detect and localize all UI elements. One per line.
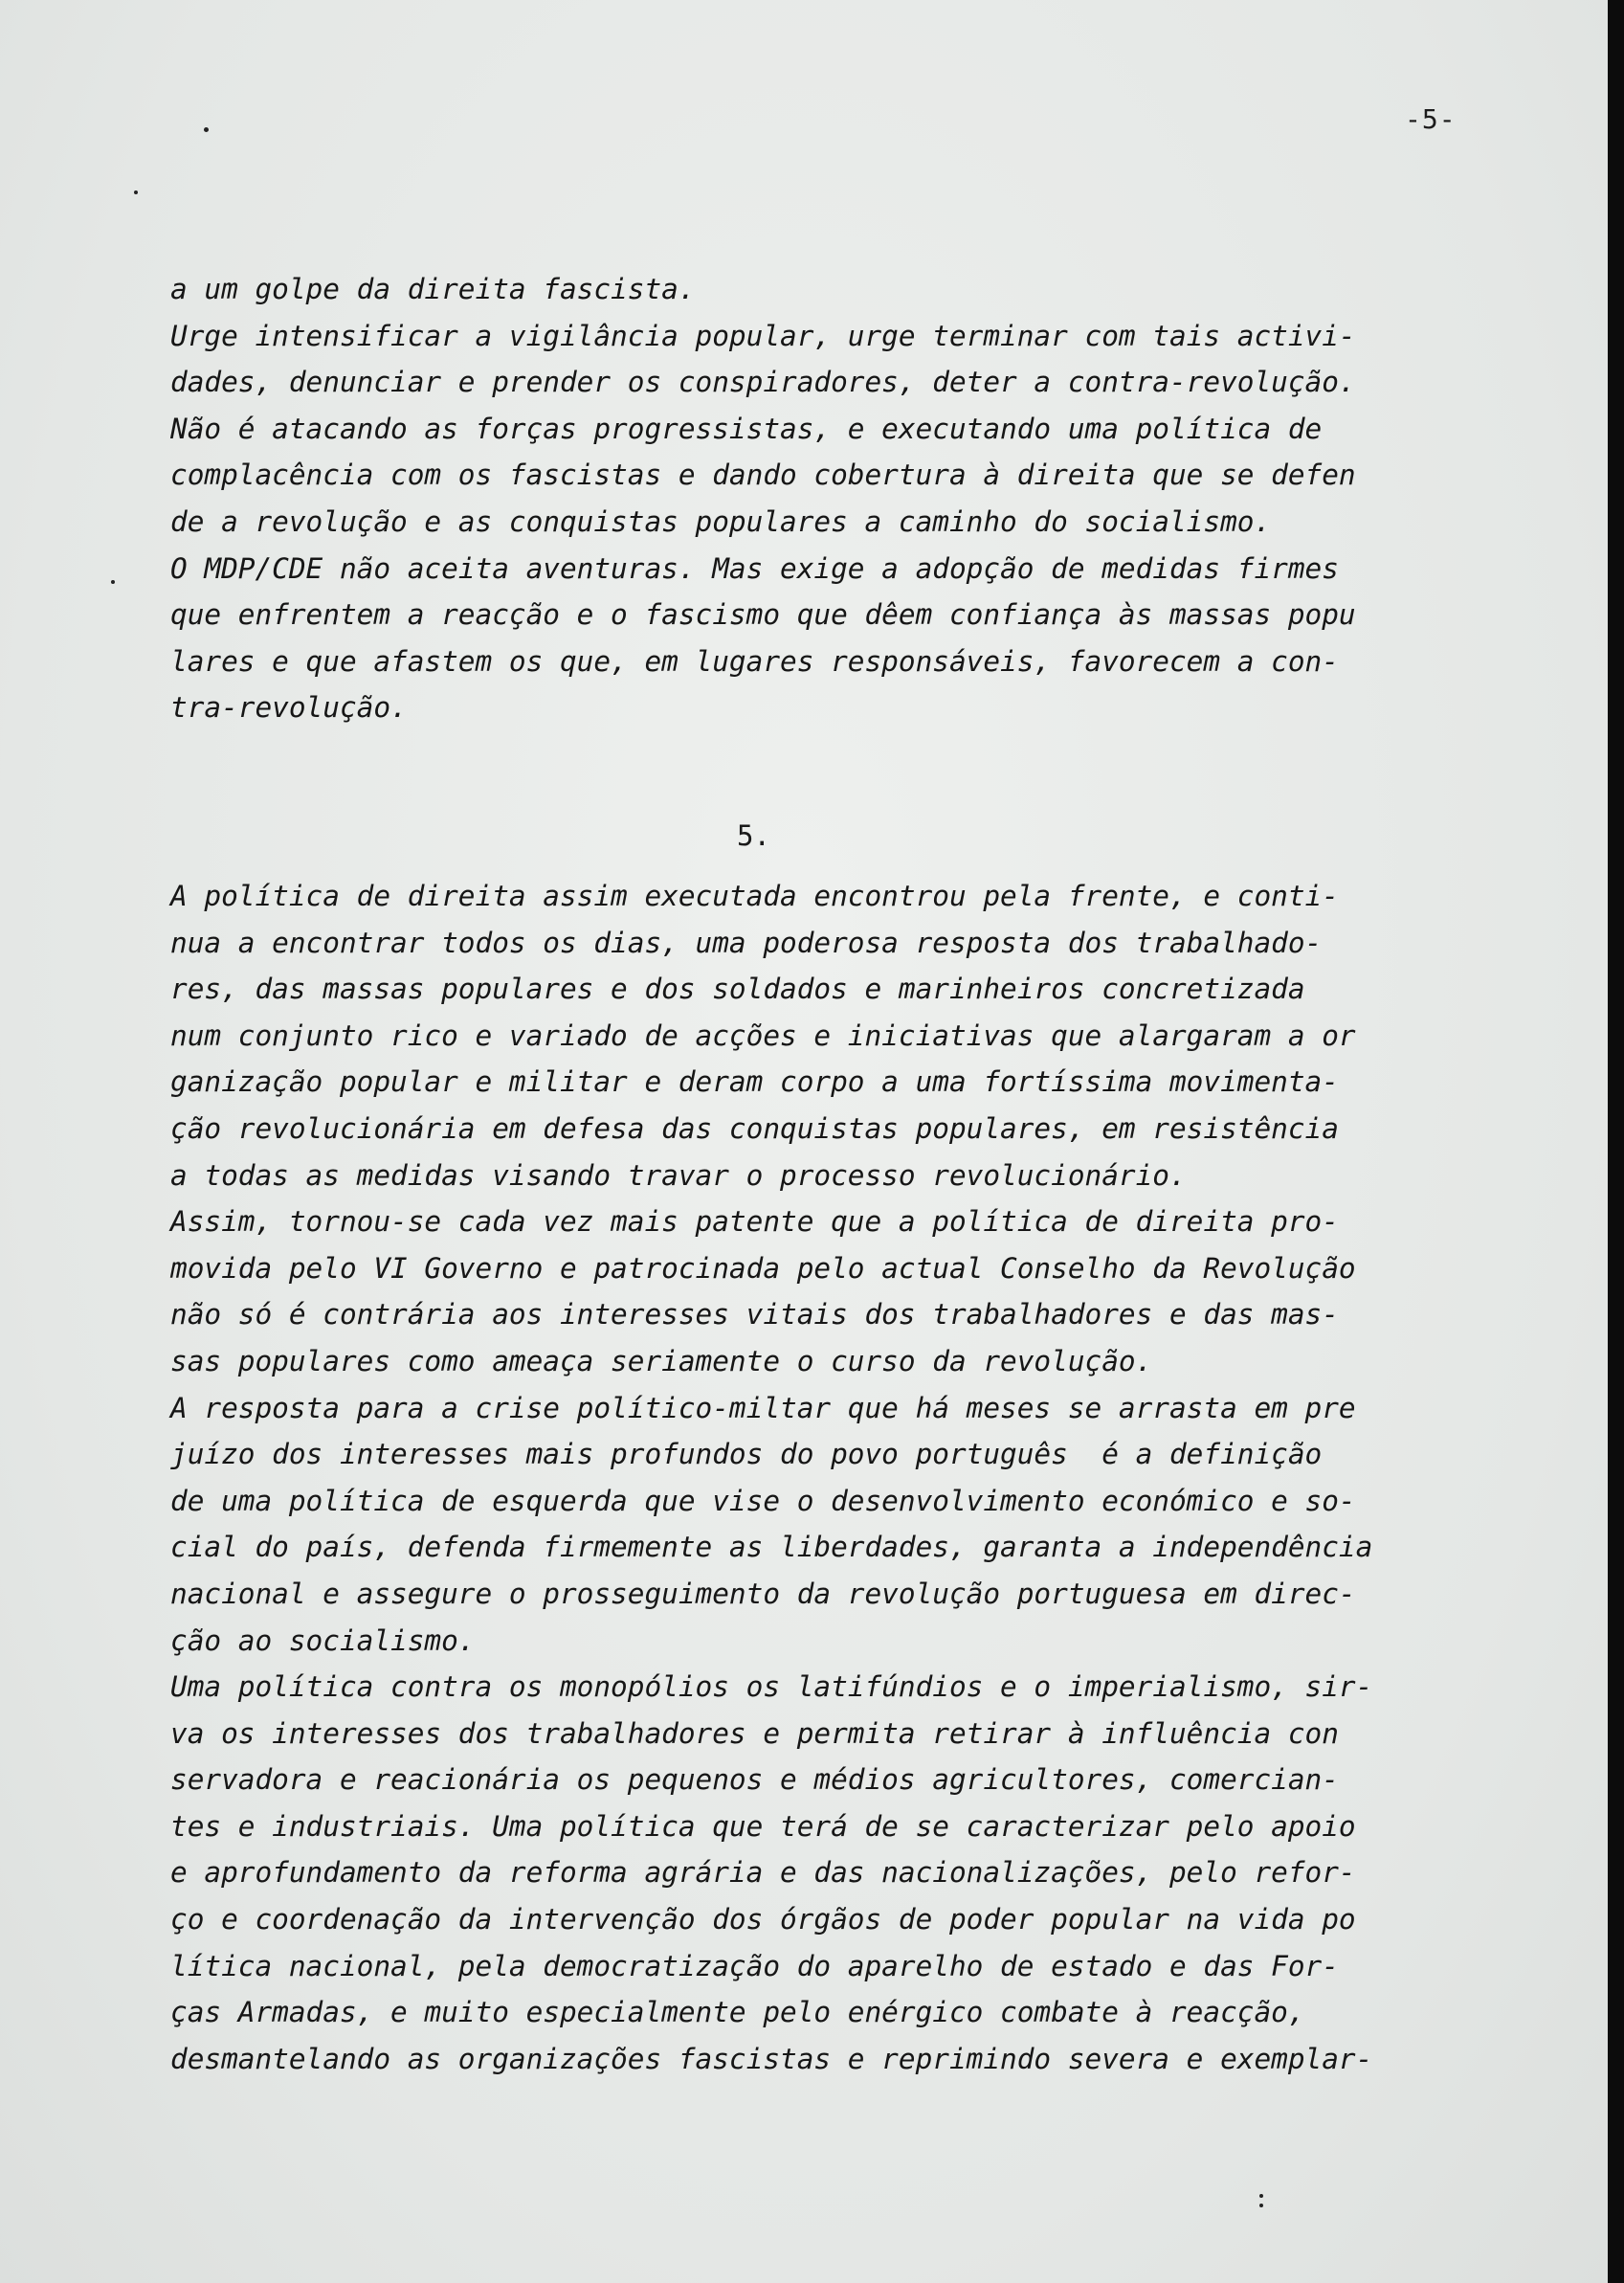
text-line: num conjunto rico e variado de acções e iniciativas que alargaram a or [170,1018,1356,1052]
text-line: cial do país, defenda firmemente as liberdades, garanta a independência [170,1531,1373,1564]
text-line: movida pelo VI Governo e patrocinada pelo actual Conselho da Revolução [170,1251,1356,1285]
text-line: nacional e assegure o prosseguimento da revolução portuguesa em direc- [170,1577,1356,1610]
text-line: não só é contrária aos interesses vitais dos trabalhadores e das mas- [170,1298,1339,1332]
text-line: sas populares como ameaça seriamente o curso da revolução. [170,1344,1153,1377]
text-line: servadora e reacionária os pequenos e médios agricultores, comercian- [170,1763,1339,1797]
text-line: res, das massas populares e dos soldados e marinheiros concretizada [170,973,1305,1006]
text-line: ganização popular e militar e deram corpo a uma fortíssima movimenta- [170,1065,1339,1099]
ink-dot [204,127,209,132]
text-line: tes e industriais. Uma política que terá de se caracterizar pelo apoio [170,1809,1356,1843]
text-line: a todas as medidas visando travar o processo revolucionário. [170,1158,1187,1192]
paragraph-block-1 [170,266,1529,731]
ink-dot [111,580,115,584]
text-line: va os interesses dos trabalhadores e permita retirar à influência con [170,1716,1339,1750]
text-line: tra-revolução. [170,691,408,725]
text-line: O MDP/CDE não aceita aventuras. Mas exige a adopção de medidas firmes [170,551,1339,585]
text-line: ção revolucionária em defesa das conquistas populares, em resistência [170,1111,1339,1145]
paragraph-block-2 [170,873,1529,2082]
section-number: 5. [737,819,770,852]
ink-dot [1259,2204,1263,2207]
text-line: que enfrentem a reacção e o fascismo que dêem confiança às massas popu [170,598,1356,632]
text-line: A resposta para a crise político-miltar que há meses se arrasta em pre [170,1391,1356,1424]
ink-dot [1259,2194,1263,2198]
text-line: ças Armadas, e muito especialmente pelo enérgico combate à reacção, [170,1996,1305,2029]
text-line: Uma política contra os monopólios os latifúndios e o imperialismo, sir- [170,1670,1373,1704]
ink-dot [134,190,138,194]
text-line: Assim, tornou-se cada vez mais patente que a política de direita pro- [170,1205,1339,1239]
text-line: lítica nacional, pela democratização do aparelho de estado e das For- [170,1949,1339,1982]
text-line: nua a encontrar todos os dias, uma poderosa resposta dos trabalhado- [170,926,1323,959]
text-line: dades, denunciar e prender os conspiradores, deter a contra-revolução. [170,366,1356,399]
text-line: de a revolução e as conquistas populares a caminho do socialismo. [170,504,1272,538]
text-line: Não é atacando as forças progressistas, e executando uma política de [170,412,1323,445]
text-line: ção ao socialismo. [170,1623,476,1657]
text-line: lares e que afastem os que, em lugares responsáveis, favorecem a con- [170,644,1339,678]
text-line: e aprofundamento da reforma agrária e das nacionalizações, pelo refor- [170,1856,1356,1890]
text-line: desmantelando as organizações fascistas e reprimindo severa e exemplar- [170,2042,1373,2075]
text-line: juízo dos interesses mais profundos do povo português é a definição [170,1438,1323,1471]
page-number: -5- [1405,103,1457,135]
text-line: a um golpe da direita fascista. [170,273,696,305]
text-line: de uma política de esquerda que vise o desenvolvimento económico e so- [170,1484,1356,1517]
text-line: Urge intensificar a vigilância popular, urge terminar com tais activi- [170,319,1356,352]
text-line: ço e coordenação da intervenção dos órgãos de poder popular na vida po [170,1903,1356,1936]
scan-edge [1608,0,1624,2283]
text-line: complacência com os fascistas e dando cobertura à direita que se defen [170,459,1356,492]
text-line: A política de direita assim executada encontrou pela frente, e conti- [170,880,1339,912]
